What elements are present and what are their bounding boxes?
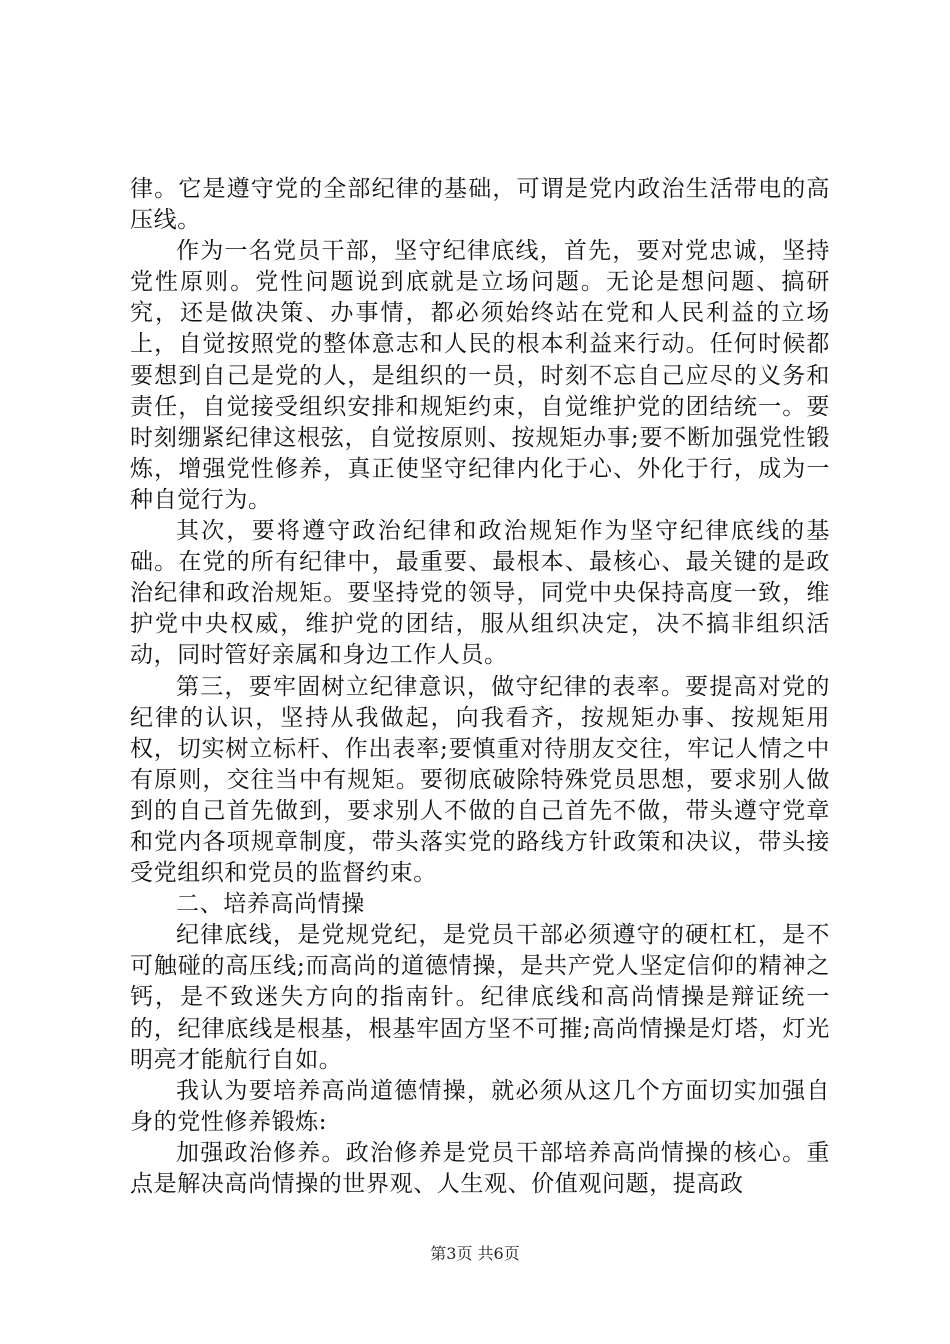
page-number-footer: 第3页 共6页	[430, 1244, 520, 1263]
paragraph: 其次，要将遵守政治纪律和政治规矩作为坚守纪律底线的基础。在党的所有纪律中，最重要、最根本、最核心、最关键的是政治纪律和政治规矩。要坚持党的领导，同党中央保持高度一致，维护党中央权威，维护党的团结，服从组织决定，决不搞非组织活动，同时管好亲属和身边工作人员。	[130, 518, 830, 669]
paragraph: 作为一名党员干部，坚守纪律底线，首先，要对党忠诚，坚持党性原则。党性问题说到底就是立场问题。无论是想问题、搞研究，还是做决策、办事情，都必须始终站在党和人民利益的立场上，自觉按照党的整体意志和人民的根本利益来行动。任何时候都要想到自己是党的人，是组织的一员，时刻不忘自己应尽的义务和责任，自觉接受组织安排和规矩约束，自觉维护党的团结统一。要时刻绷紧纪律这根弦，自觉按原则、按规矩办事;要不断加强党性锻炼，增强党性修养，真正使坚守纪律内化于心、外化于行，成为一种自觉行为。	[130, 238, 830, 513]
paragraph: 加强政治修养。政治修养是党员干部培养高尚情操的核心。重点是解决高尚情操的世界观、人生观、价值观问题，提高政	[130, 1139, 830, 1197]
paragraph: 律。它是遵守党的全部纪律的基础，可谓是党内政治生活带电的高压线。	[130, 176, 830, 234]
body-text	[130, 174, 830, 1200]
paragraph: 纪律底线，是党规党纪，是党员干部必须遵守的硬杠杠，是不可触碰的高压线;而高尚的道德情操，是共产党人坚定信仰的精神之钙，是不致迷失方向的指南针。纪律底线和高尚情操是辩证统一的，纪律底线是根基，根基牢固方坚不可摧;高尚情操是灯塔，灯光明亮才能航行自如。	[130, 922, 830, 1073]
section-heading: 二、培养高尚情操	[176, 891, 365, 918]
paragraph: 第三，要牢固树立纪律意识，做守纪律的表率。要提高对党的纪律的认识，坚持从我做起，向我看齐，按规矩办事、按规矩用权，切实树立标杆、作出表率;要慎重对待朋友交往，牢记人情之中有原则，交往当中有规矩。要彻底破除特殊党员思想，要求别人做到的自己首先做到，要求别人不做的自己首先不做，带头遵守党章和党内各项规章制度，带头落实党的路线方针政策和决议，带头接受党组织和党员的监督约束。	[130, 673, 830, 887]
paragraph: 我认为要培养高尚道德情操，就必须从这几个方面切实加强自身的党性修养锻炼:	[130, 1077, 830, 1135]
